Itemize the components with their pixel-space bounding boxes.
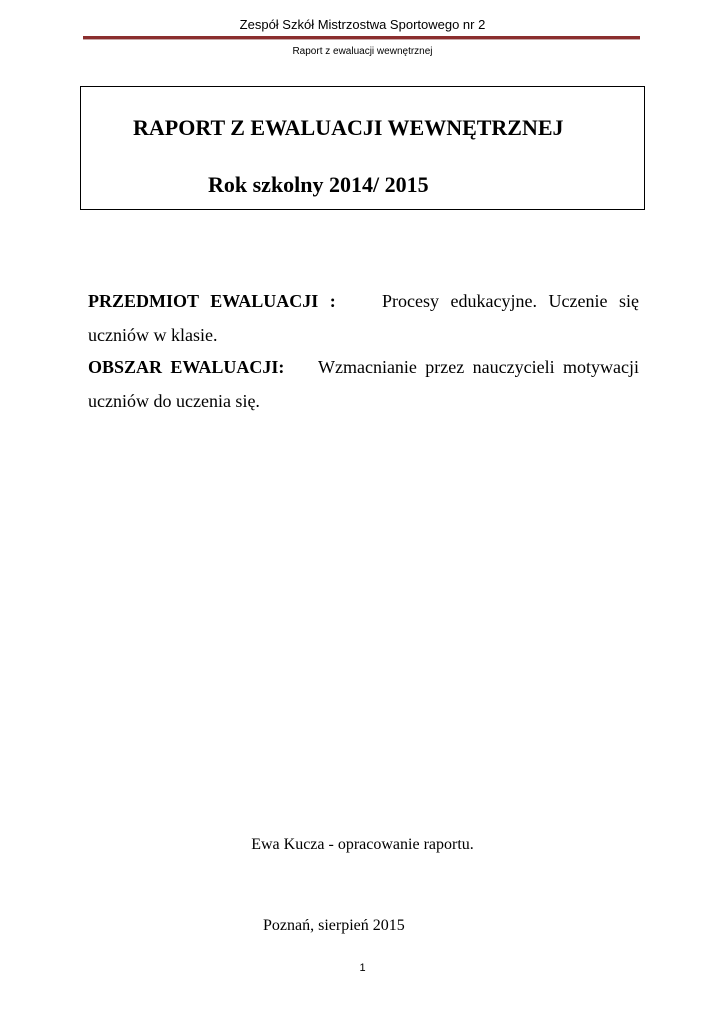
header-divider bbox=[83, 36, 640, 40]
report-title: RAPORT Z EWALUACJI WEWNĘTRZNEJ bbox=[133, 115, 564, 140]
evaluation-area-text: Wzmacnianie przez nauczycieli motywacji uczniów do uczenia się. bbox=[88, 357, 639, 411]
evaluation-area bbox=[88, 350, 639, 418]
page-number: 1 bbox=[359, 962, 366, 974]
evaluation-subject bbox=[88, 284, 639, 352]
evaluation-subject-text: Procesy edukacyjne. Uczenie się uczniów w klasie. bbox=[88, 291, 639, 345]
school-year: Rok szkolny 2014/ 2015 bbox=[208, 172, 429, 197]
header-school-name: Zespół Szkół Mistrzostwa Sportowego nr 2 bbox=[239, 17, 486, 32]
evaluation-subject-label: PRZEDMIOT EWALUACJI : bbox=[88, 291, 336, 311]
place-and-date: Poznań, sierpień 2015 bbox=[263, 917, 405, 934]
report-author: Ewa Kucza - opracowanie raportu. bbox=[251, 836, 474, 853]
evaluation-area-label: OBSZAR EWALUACJI: bbox=[88, 357, 285, 377]
header-document-subtitle: Raport z ewaluacji wewnętrznej bbox=[292, 46, 433, 57]
